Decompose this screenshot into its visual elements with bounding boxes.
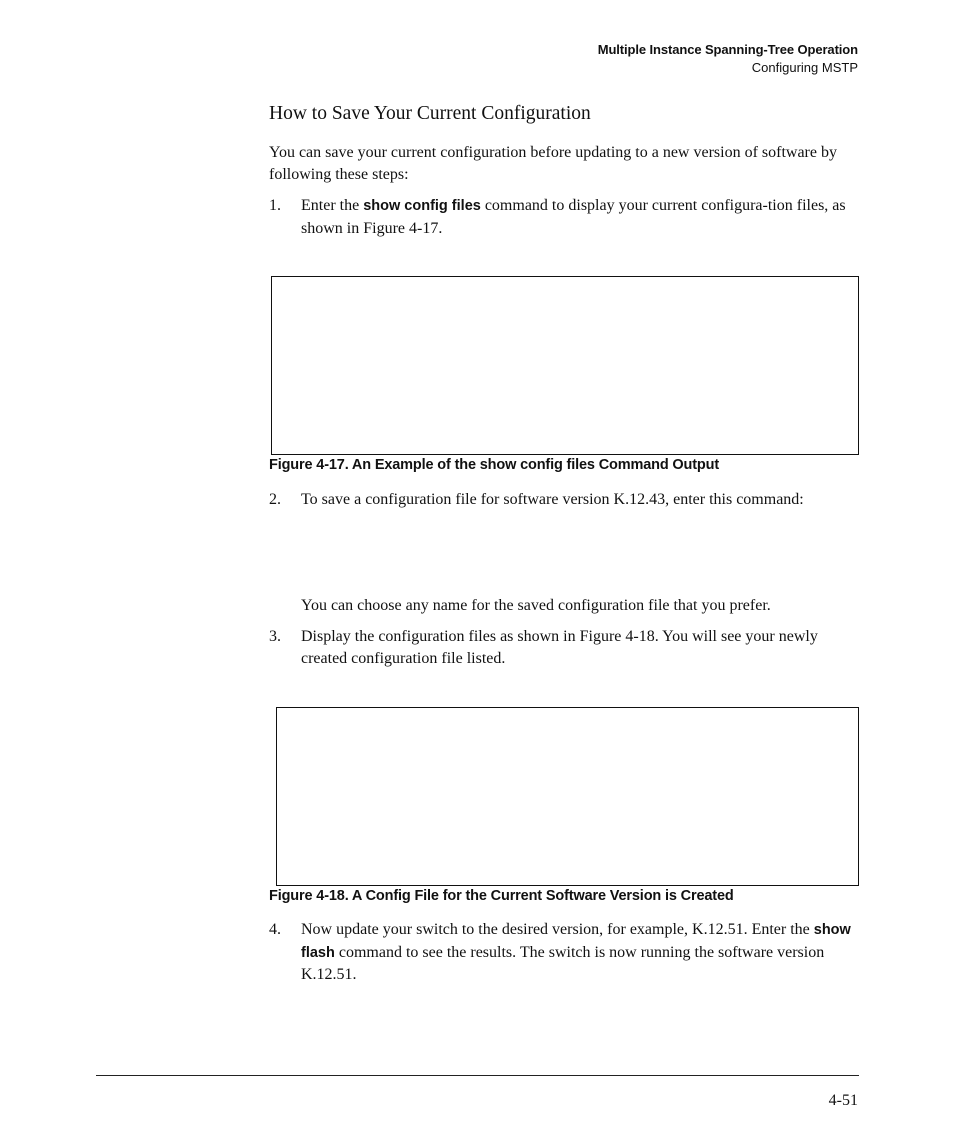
step-1-number: 1. (269, 197, 281, 214)
step-4-text-before: Now update your switch to the desired version, for example, K.12.51. Enter the (301, 921, 814, 938)
step-1-command: show config files (363, 198, 481, 214)
step-3-number: 3. (269, 628, 281, 645)
step-4-command: show flash (301, 922, 851, 961)
step-1-text-before: Enter the (301, 197, 364, 214)
step-4 (269, 919, 861, 986)
running-header-chapter-title: Multiple Instance Spanning-Tree Operation (597, 42, 858, 57)
footer-rule (96, 1075, 859, 1076)
step-2 (269, 489, 861, 511)
step-4-text (301, 919, 861, 986)
section-title: How to Save Your Current Configuration (269, 103, 591, 124)
figure-4-17-caption: Figure 4-17. An Example of the show config files Command Output (269, 457, 720, 473)
figure-4-17-box (271, 276, 859, 455)
running-header (598, 41, 858, 77)
figure-4-18-box (276, 707, 859, 886)
step-1-text (301, 195, 861, 239)
step-3-text: Display the configuration files as shown in Figure 4-18. You will see your newly created configuration file listed. (301, 628, 818, 667)
intro-paragraph: You can save your current configuration before updating to a new version of software by following these steps: (269, 144, 837, 183)
step-1-text-after: command to display your current configura-tion files, as shown in Figure 4-17. (301, 197, 846, 237)
step-2-note: You can choose any name for the saved configuration file that you prefer. (301, 597, 771, 614)
page-number: 4-51 (828, 1092, 858, 1109)
step-2-number: 2. (269, 491, 281, 508)
figure-4-18-caption: Figure 4-18. A Config File for the Current Software Version is Created (269, 888, 734, 904)
step-4-number: 4. (269, 921, 281, 938)
step-1 (269, 195, 861, 239)
step-2-text: To save a configuration file for software version K.12.43, enter this command: (301, 491, 804, 508)
step-4-text-after: command to see the results. The switch is now running the software version K.12.51. (301, 943, 825, 983)
running-header-section: Configuring MSTP (751, 60, 858, 75)
step-3 (269, 626, 861, 669)
